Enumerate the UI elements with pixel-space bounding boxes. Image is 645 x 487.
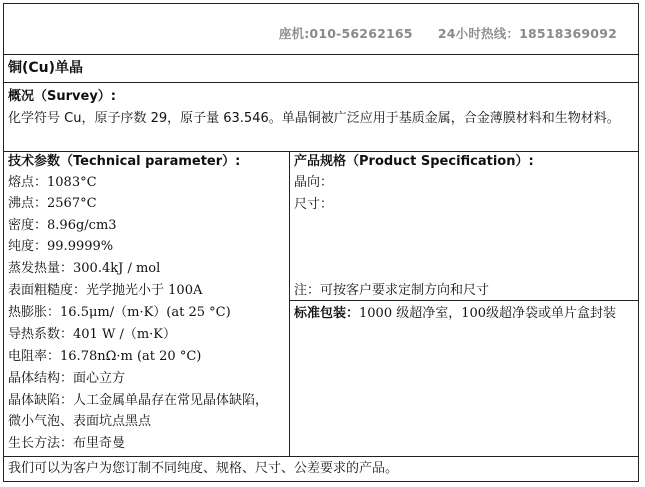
divider-below-title <box>3 82 639 83</box>
tech-row-thermal-conductivity <box>8 327 176 343</box>
tech-label: 电阻率： <box>8 349 61 364</box>
tech-row-crystal-structure <box>8 371 125 387</box>
tech-row-evaporation-heat <box>8 261 160 277</box>
tech-value: 2567°C <box>47 196 97 211</box>
tech-label: 晶体缺陷： <box>8 393 74 408</box>
tech-label: 蒸发热量： <box>8 261 74 276</box>
tech-label: 热膨胀： <box>8 305 61 320</box>
tech-label: 导热系数： <box>8 327 74 342</box>
tech-label: 生长方法： <box>8 436 74 451</box>
tech-value: 光学抛光小于 100A <box>86 283 203 298</box>
tech-label: 表面粗糙度： <box>8 283 87 298</box>
tech-value: 300.4kJ / mol <box>73 261 161 276</box>
tech-row-purity <box>8 239 113 255</box>
tech-row-boiling-point <box>8 196 97 212</box>
survey-heading: 概况（Survey）: <box>8 89 116 104</box>
packaging-text: 1000 级超净室，100级超净袋或单片盒封装 <box>359 306 617 321</box>
product-title: 铜(Cu)单晶 <box>8 60 84 76</box>
footer-note: 我们可以为客户为您订制不同纯度、规格、尺寸、公差要求的产品。 <box>8 461 399 476</box>
tech-value: 人工金属单晶存在常见晶体缺陷， <box>73 393 269 408</box>
tech-row-density <box>8 218 117 234</box>
tech-label: 沸点： <box>8 196 48 211</box>
tech-value: 布里奇曼 <box>73 436 126 451</box>
tech-value: 微小气泡、表面坑点黑点 <box>8 414 152 429</box>
tech-value: 401 W /（m·K） <box>73 327 177 342</box>
tech-label: 晶体结构： <box>8 371 74 386</box>
tech-row-crystal-defects <box>8 393 268 409</box>
divider-above-footer <box>3 456 639 457</box>
tech-row-resistivity <box>8 349 201 365</box>
landline-phone: 座机:010-56262165 <box>278 26 413 41</box>
tech-value: 面心立方 <box>73 371 126 386</box>
spec-note: 注：可按客户要求定制方向和尺寸 <box>294 283 490 298</box>
spec-heading: 产品规格（Product Specification）: <box>294 154 534 169</box>
spec-size-label: 尺寸： <box>294 197 334 212</box>
tech-row-surface-roughness <box>8 283 202 299</box>
spec-orientation-label: 晶向： <box>294 175 334 190</box>
hotline-phone: 24小时热线：18518369092 <box>437 26 617 41</box>
tech-row-thermal-expansion <box>8 305 231 321</box>
tech-value: 16.78nΩ·m (at 20 °C) <box>60 349 202 364</box>
tech-row-melting-point <box>8 175 97 191</box>
tech-value: 8.96g/cm3 <box>47 218 117 233</box>
tech-row-crystal-defects-cont <box>8 414 151 430</box>
divider-below-survey <box>3 151 639 152</box>
tech-label: 熔点： <box>8 175 48 190</box>
tech-value: 16.5μm/（m·K）(at 25 °C) <box>60 305 231 320</box>
tech-heading: 技术参数（Technical parameter）: <box>8 154 241 169</box>
contact-header <box>279 24 617 42</box>
divider-below-header <box>3 54 639 55</box>
tech-label: 密度： <box>8 218 48 233</box>
survey-text: 化学符号 Cu，原子序数 29，原子量 63.546。单晶铜被广泛应用于基质金属，合金薄膜材料和生物材料。 <box>8 111 620 126</box>
tech-row-growth-method <box>8 436 125 452</box>
packaging-heading: 标准包装： <box>294 306 360 321</box>
column-divider <box>289 151 290 456</box>
packaging-line <box>294 306 616 322</box>
tech-value: 1083°C <box>47 175 97 190</box>
tech-value: 99.9999% <box>47 239 114 254</box>
tech-label: 纯度： <box>8 239 48 254</box>
divider-spec-packaging <box>290 300 639 301</box>
